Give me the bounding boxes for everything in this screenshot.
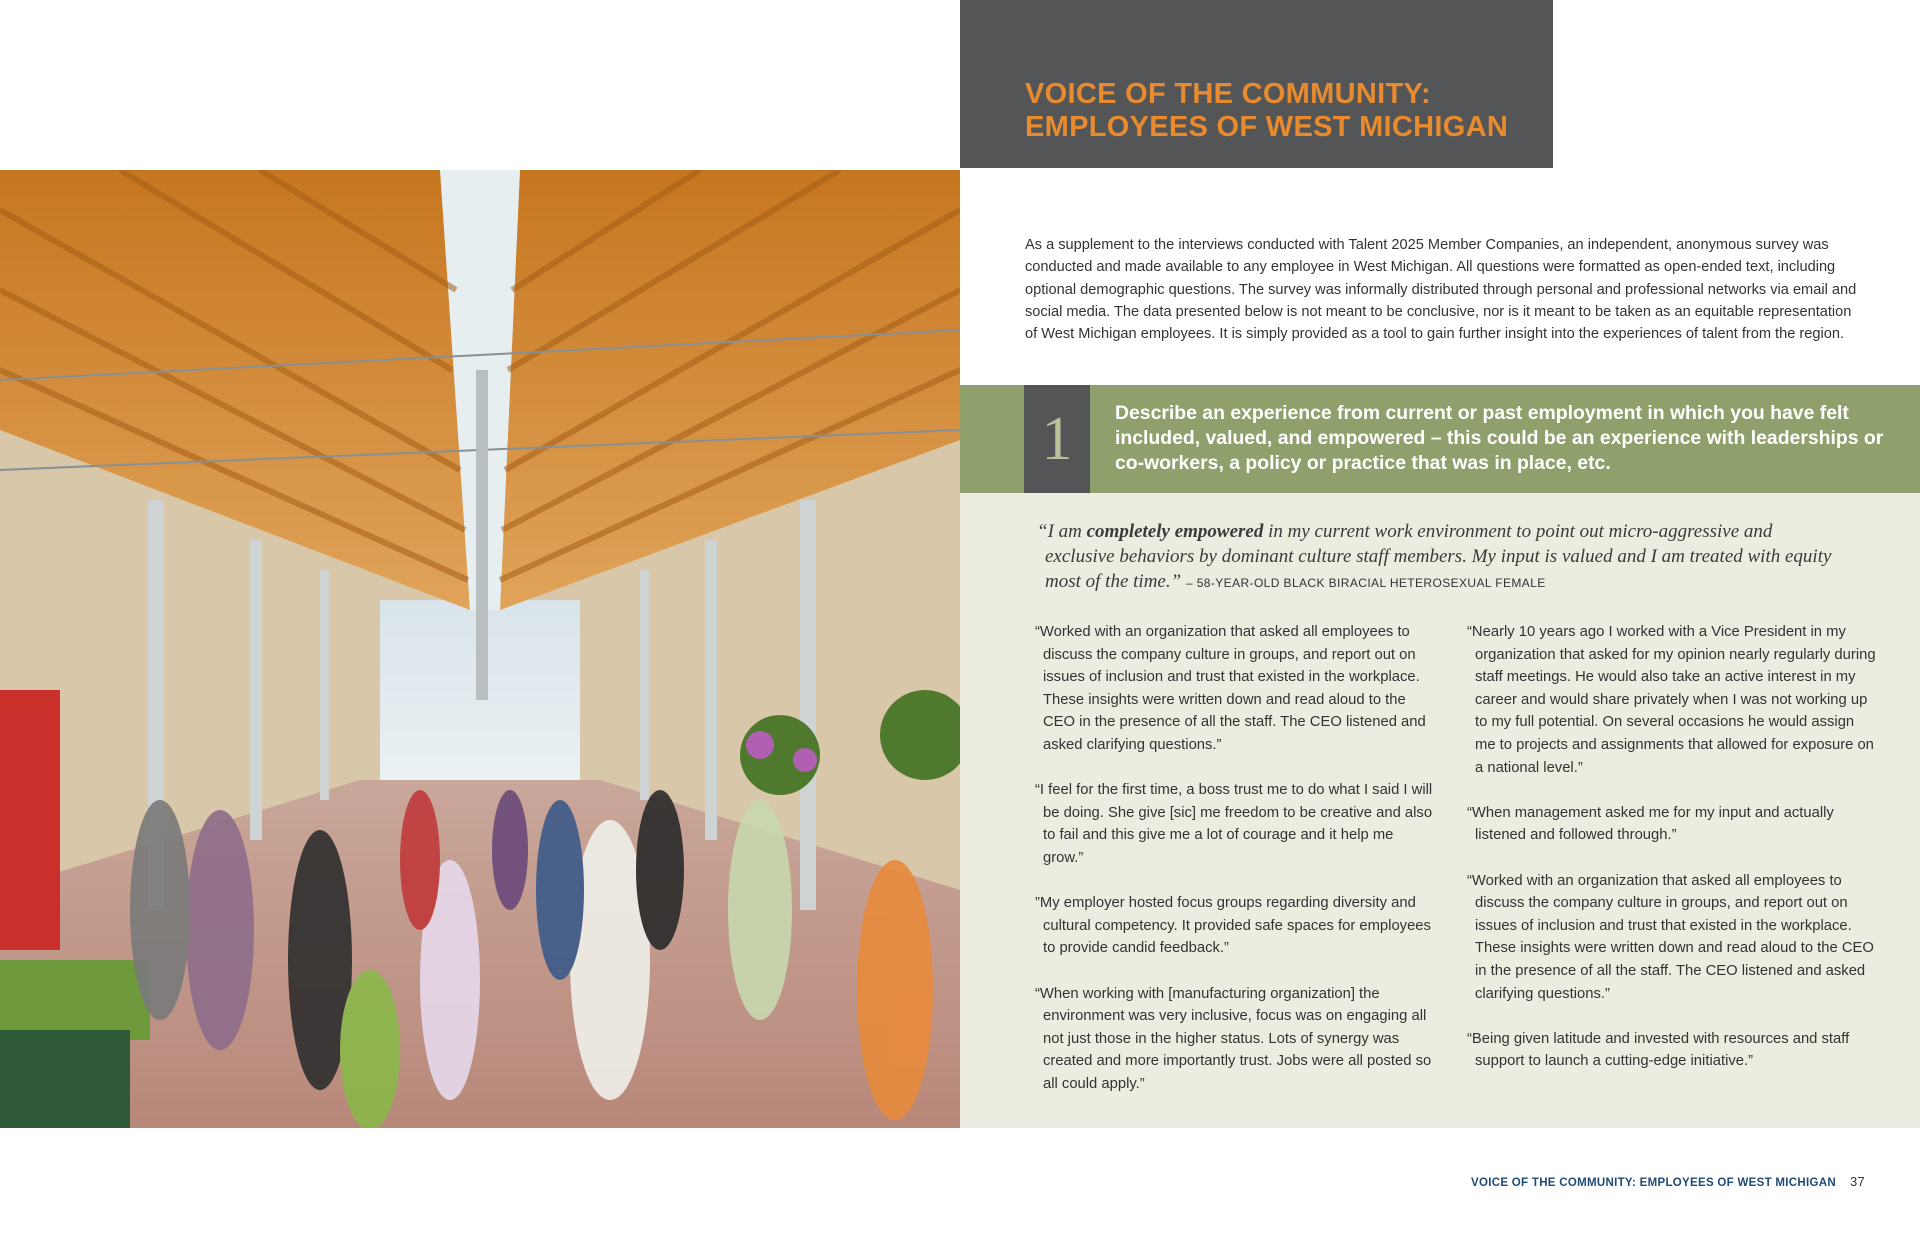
page-title-line-2: EMPLOYEES OF WEST MICHIGAN <box>1025 111 1509 143</box>
featured-quote-attribution: – 58-YEAR-OLD BLACK BIRACIAL HETEROSEXUAL FEMALE <box>1185 576 1546 590</box>
title-block <box>960 0 1553 168</box>
page-number: 37 <box>1849 1174 1865 1189</box>
featured-quote-body: in my current work environment to point out micro-aggressive and exclusive behaviors by dominant culture staff members. My input is valued and I am treated with equity most of the time.” <box>1045 521 1832 592</box>
quote-item: “When management asked me for my input and actually listened and followed through.” <box>1467 804 1834 844</box>
quotes-column-right <box>1467 621 1877 1095</box>
page-footer <box>1471 1174 1865 1189</box>
question-band <box>960 385 1920 493</box>
question-text: Describe an experience from current or past employment in which you have felt included, valued, and empowered – this could be an experience with leaderships or co-workers, a policy or practice that was in place, etc. <box>1115 402 1884 474</box>
featured-quote-open: “I am <box>1037 521 1087 542</box>
featured-quote <box>1037 519 1837 596</box>
quotes-column-left <box>1035 621 1435 1118</box>
page-title <box>1025 78 1508 144</box>
quote-item: ”My employer hosted focus groups regarding diversity and cultural competency. It provided safe spaces for employees to provide candid feedback.” <box>1035 895 1431 957</box>
quote-item: “When working with [manufacturing organization] the environment was very inclusive, focus was on engaging all not just those in the higher status. Lots of synergy was created and more importantly trust. Jobs were all posted so all could apply.” <box>1035 985 1432 1092</box>
quote-item: “I feel for the first time, a boss trust me to do what I said I will be doing. She give [sic] me freedom to be creative and also to fail and this give me a lot of courage and it help me grow.” <box>1035 782 1433 866</box>
question-number: 1 <box>1024 385 1090 493</box>
footer-running-title: VOICE OF THE COMMUNITY: EMPLOYEES OF WEST MICHIGAN <box>1471 1177 1836 1189</box>
intro-paragraph: As a supplement to the interviews conducted with Talent 2025 Member Companies, an independent, anonymous survey was conducted and made available to any employee in West Michigan. All questions were formatted as open-ended text, including optional demographic questions. The survey was informally distributed through personal and professional networks via email and social media. The data presented below is not meant to be conclusive, nor is it meant to be taken as an equitable representation of West Michigan employees. It is simply provided as a tool to gain further insight into the experiences of talent from the region. <box>1025 237 1857 343</box>
page-title-line-1: VOICE OF THE COMMUNITY: <box>1025 78 1431 110</box>
market-pavilion-photo <box>0 170 960 1128</box>
quote-item: “Nearly 10 years ago I worked with a Vice President in my organization that asked for my opinion nearly regularly during staff meetings. He would also take an active interest in my career and would share privately when I was not working up to my full potential. On several occasions he would assign me to projects and assignments that allowed for exposure on a national level.” <box>1467 624 1876 776</box>
quote-item: “Worked with an organization that asked all employees to discuss the company culture in groups, and report out on issues of inclusion and trust that existed in the workplace. These insights were written down and read aloud to the CEO in the presence of all the staff. The CEO listened and asked clarifying questions.” <box>1467 872 1874 1002</box>
quote-item: “Being given latitude and invested with resources and staff support to launch a cutting-edge initiative.” <box>1467 1030 1850 1070</box>
quote-item: “Worked with an organization that asked all employees to discuss the company culture in groups, and report out on issues of inclusion and trust that existed in the workplace. These insights were written down and read aloud to the CEO in the presence of all the staff. The CEO listened and asked clarifying questions.” <box>1035 624 1426 753</box>
quotes-panel <box>960 493 1920 1128</box>
featured-quote-emphasis: completely empowered <box>1086 521 1264 542</box>
